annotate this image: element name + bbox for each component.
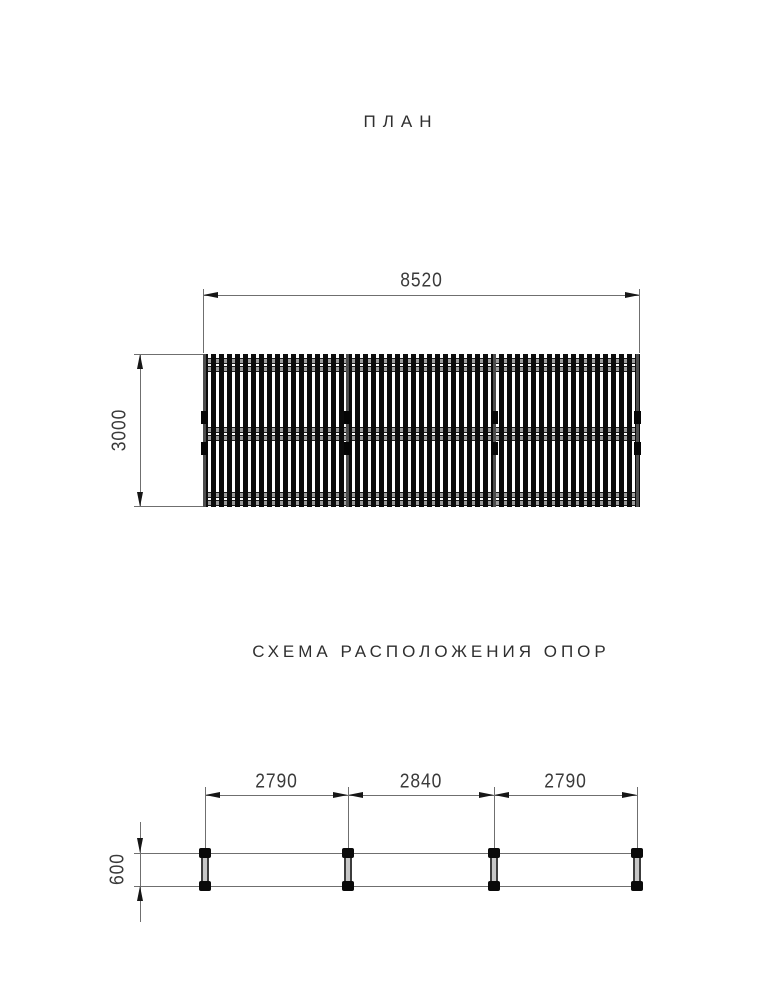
support-post-cap	[488, 848, 500, 858]
span-dimension-label-1: 2790	[255, 770, 298, 793]
dimension-extension-line	[205, 787, 206, 849]
support-depth-dimension-line	[140, 822, 141, 922]
post-bracket	[344, 411, 351, 424]
dimension-extension-line	[348, 787, 349, 849]
span-dimension-label-3: 2790	[544, 770, 587, 793]
support-post-cap	[199, 848, 211, 858]
plan-height-dimension-line	[140, 354, 141, 507]
dimension-arrow-right	[479, 792, 494, 798]
dimension-arrow-up	[137, 886, 143, 901]
dimension-arrow-up	[137, 354, 143, 369]
post-bracket	[634, 442, 641, 455]
support-post-cap	[199, 881, 211, 891]
post-bracket	[201, 442, 208, 455]
support-post-cap	[631, 881, 643, 891]
fence-plan-view	[203, 354, 640, 507]
support-post-cap	[488, 881, 500, 891]
post-bracket	[201, 411, 208, 424]
dimension-arrow-left	[494, 792, 509, 798]
dimension-arrow-left	[203, 292, 218, 298]
dimension-extension-line	[134, 506, 203, 507]
plan-width-dimension-label: 8520	[400, 269, 443, 292]
span-dimension-line	[205, 795, 637, 796]
dimension-arrow-left	[205, 792, 220, 798]
fence-post-line	[346, 354, 349, 507]
dimension-arrow-left	[348, 792, 363, 798]
dimension-arrow-right	[622, 792, 637, 798]
span-dimension-label-2: 2840	[399, 770, 443, 793]
dimension-extension-line	[203, 289, 204, 353]
fence-pickets-hatch	[203, 354, 640, 507]
dimension-extension-line	[637, 787, 638, 849]
support-post-cap	[342, 848, 354, 858]
dimension-arrow-down	[137, 838, 143, 853]
support-post-cap	[342, 881, 354, 891]
post-bracket	[491, 442, 498, 455]
post-bracket	[344, 442, 351, 455]
fence-post-line	[203, 354, 206, 507]
dimension-arrow-right	[333, 792, 348, 798]
support-scheme-title: СХЕМА РАСПОЛОЖЕНИЯ ОПОР	[252, 642, 610, 661]
support-depth-dimension-label: 600	[106, 853, 129, 885]
post-bracket	[491, 411, 498, 424]
plan-width-dimension-line	[203, 295, 640, 296]
dimension-extension-line	[494, 787, 495, 849]
dimension-arrow-right	[625, 292, 640, 298]
dimension-extension-line	[639, 289, 640, 353]
post-bracket	[634, 411, 641, 424]
dimension-extension-line	[134, 354, 203, 355]
plan-title: ПЛАН	[363, 112, 439, 131]
fence-post-line	[493, 354, 496, 507]
fence-post-line	[636, 354, 639, 507]
support-post-cap	[631, 848, 643, 858]
plan-height-dimension-label: 3000	[108, 408, 131, 452]
dimension-arrow-down	[137, 492, 143, 507]
